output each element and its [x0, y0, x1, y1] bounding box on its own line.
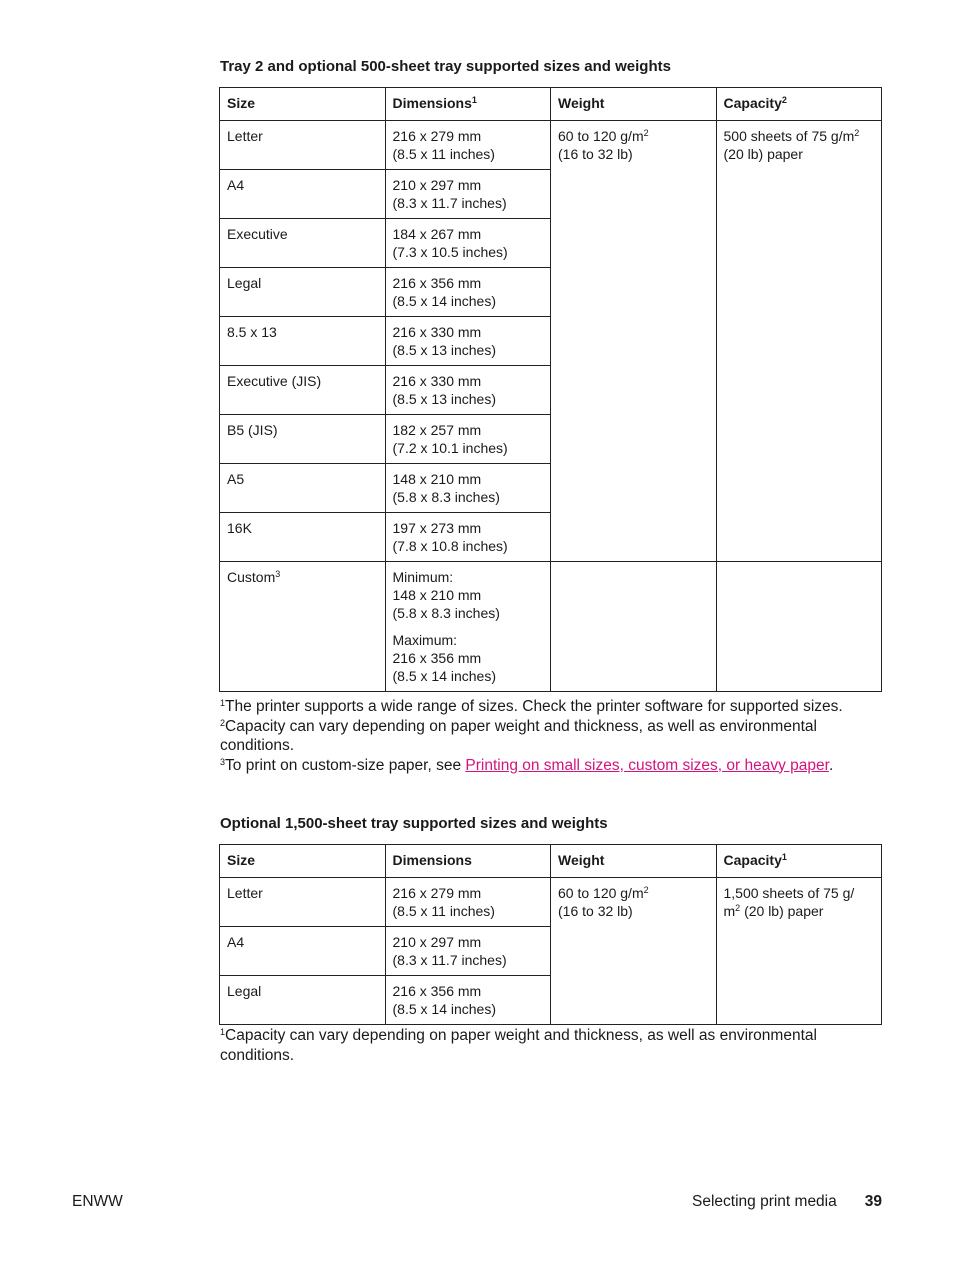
- custom-size-paper-link[interactable]: Printing on small sizes, custom sizes, or heavy paper: [465, 756, 829, 774]
- dimensions-cell: Minimum: 148 x 210 mm (5.8 x 8.3 inches) Maximum: 216 x 356 mm (8.5 x 14 inches): [385, 562, 551, 692]
- header-size: Size: [220, 88, 386, 121]
- size-cell: Executive (JIS): [220, 366, 386, 415]
- dimensions-cell: 216 x 330 mm (8.5 x 13 inches): [385, 366, 551, 415]
- weight-cell: 60 to 120 $g/m^2$ (16 to 32 lb): [551, 878, 717, 1025]
- dimensions-cell: 197 x 273 mm (7.8 x 10.8 inches): [385, 513, 551, 562]
- size-cell: Letter: [220, 121, 386, 170]
- header-capacity: Capacity$^1$: [716, 845, 882, 878]
- dimensions-cell: 210 x 297 mm (8.3 x 11.7 inches): [385, 170, 551, 219]
- capacity-cell-empty: [716, 562, 882, 692]
- dimensions-cell: 216 x 330 mm (8.5 x 13 inches): [385, 317, 551, 366]
- footer-right: [692, 1193, 882, 1211]
- table-row-custom: [220, 562, 882, 692]
- page-number: 39: [864, 1193, 882, 1210]
- table1: [219, 87, 882, 692]
- size-cell: A5: [220, 464, 386, 513]
- dimensions-cell: 182 x 257 mm (7.2 x 10.1 inches): [385, 415, 551, 464]
- size-cell: Letter: [220, 878, 386, 927]
- header-dimensions: Dimensions$^1$: [385, 88, 551, 121]
- table2-header-row: [220, 845, 882, 878]
- capacity-cell: 1,500 sheets of 75 g/ $m^2$ (20 lb) paper: [716, 878, 882, 1025]
- header-weight: Weight: [551, 845, 717, 878]
- header-capacity: Capacity$^2$: [716, 88, 882, 121]
- size-cell: Legal: [220, 976, 386, 1025]
- table1-header-row: [220, 88, 882, 121]
- table1-footnotes: [220, 697, 880, 775]
- dimensions-cell: 216 x 279 mm (8.5 x 11 inches): [385, 121, 551, 170]
- header-weight: Weight: [551, 88, 717, 121]
- dimensions-cell: 216 x 279 mm (8.5 x 11 inches): [385, 878, 551, 927]
- header-dimensions: Dimensions: [385, 845, 551, 878]
- footnote-2: $^2$Capacity can vary depending on paper weight and thickness, as well as environmental conditions.: [220, 717, 817, 754]
- table2: [219, 844, 882, 1025]
- size-cell: Custom$^3$: [220, 562, 386, 692]
- size-cell: Legal: [220, 268, 386, 317]
- table2-title: Optional 1,500-sheet tray supported sizes and weights: [220, 815, 608, 832]
- dimensions-cell: 216 x 356 mm (8.5 x 14 inches): [385, 268, 551, 317]
- dimensions-cell: 148 x 210 mm (5.8 x 8.3 inches): [385, 464, 551, 513]
- size-cell: 16K: [220, 513, 386, 562]
- table-row: [220, 121, 882, 170]
- dimensions-cell: 210 x 297 mm (8.3 x 11.7 inches): [385, 927, 551, 976]
- footnote-1: $^1$The printer supports a wide range of sizes. Check the printer software for supported sizes.: [220, 698, 843, 715]
- size-cell: Executive: [220, 219, 386, 268]
- size-cell: A4: [220, 170, 386, 219]
- size-cell: 8.5 x 13: [220, 317, 386, 366]
- table-row: [220, 878, 882, 927]
- footnote-3: $^3$To print on custom-size paper, see Printing on small sizes, custom sizes, or heavy paper.: [220, 756, 834, 774]
- capacity-cell: 500 sheets of 75 $g/m^2$ (20 lb) paper: [716, 121, 882, 562]
- dimensions-cell: 216 x 356 mm (8.5 x 14 inches): [385, 976, 551, 1025]
- footer-section: Selecting print media: [692, 1193, 837, 1210]
- size-cell: A4: [220, 927, 386, 976]
- footnote-1: $^1$Capacity can vary depending on paper weight and thickness, as well as environmental conditions.: [220, 1027, 817, 1064]
- table2-footnotes: [220, 1026, 880, 1065]
- header-size: Size: [220, 845, 386, 878]
- weight-cell-empty: [551, 562, 717, 692]
- dimensions-cell: 184 x 267 mm (7.3 x 10.5 inches): [385, 219, 551, 268]
- size-cell: B5 (JIS): [220, 415, 386, 464]
- table1-title: Tray 2 and optional 500-sheet tray supported sizes and weights: [220, 58, 671, 75]
- weight-cell: 60 to 120 $g/m^2$ (16 to 32 lb): [551, 121, 717, 562]
- footer-left: ENWW: [72, 1193, 123, 1210]
